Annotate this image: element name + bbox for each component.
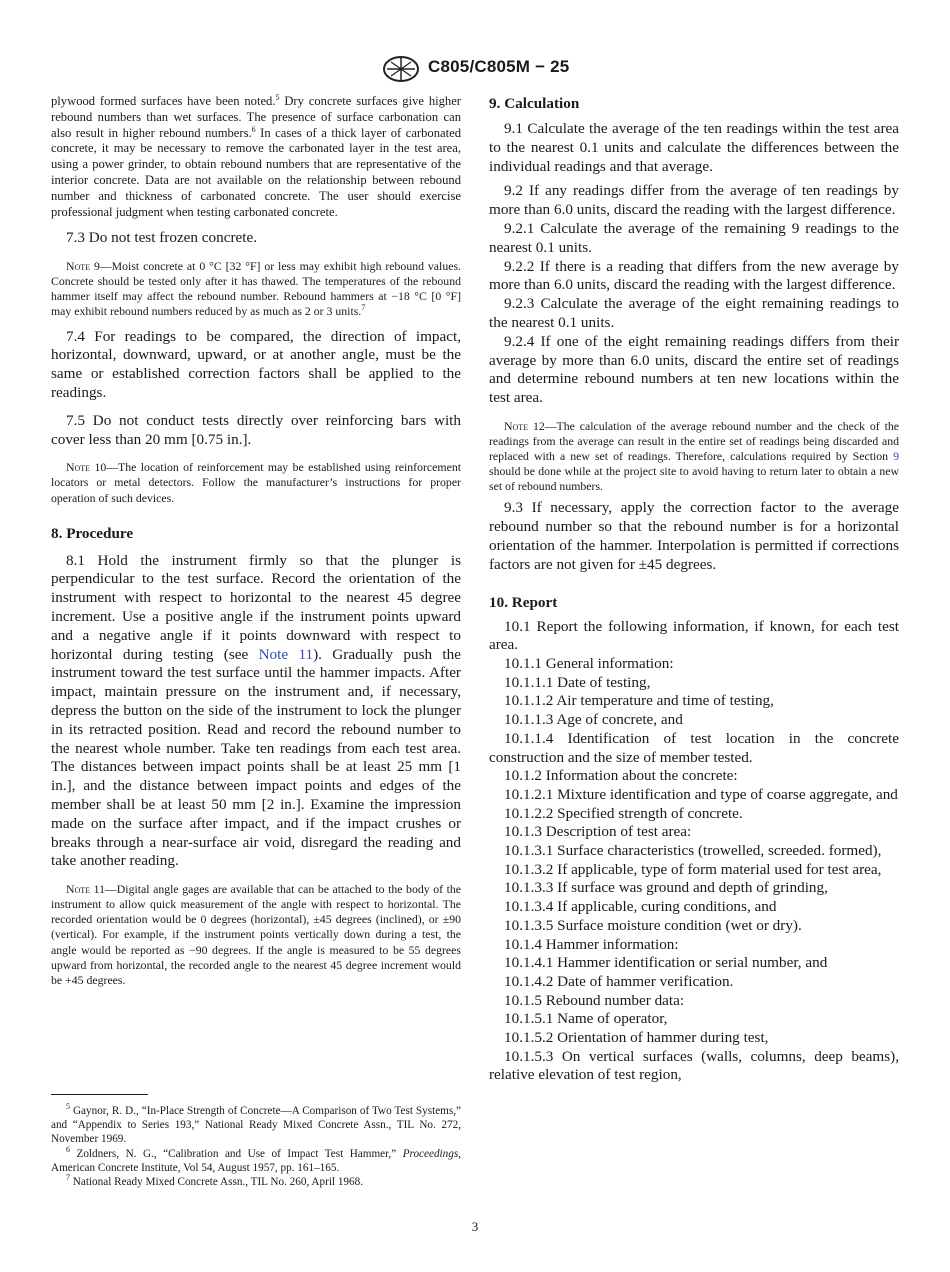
footnotes xyxy=(51,1104,461,1189)
report-item: 10.1.5 Rebound number data: xyxy=(504,991,685,1009)
footnote-ref-6[interactable]: 6 xyxy=(251,124,256,134)
section-9-2-4: 9.2.4 If one of the eight remaining readings differs from their average by more than 6.0 units, discard the entire set of readings and determine rebound numbers at ten new locations within the test area. xyxy=(489,332,899,407)
footnote-7: $^7$ National Ready Mixed Concrete Assn., TIL No. 260, April 1968. xyxy=(66,1173,364,1189)
report-item: 10.1.1.4 Identification of test location in the concrete construction and the size of member tested. xyxy=(489,729,899,766)
section-heading-9: 9. Calculation xyxy=(489,95,580,112)
note-9: Note 9—Moist concrete at 0 °C [32 °F] or less may exhibit high rebound values. Concrete should be tested only after it has thawed. The temperatures of the rebound hammer itself may affect the rebound number. Rebound hammers at −18 °C [0 °F] may exhibit rebound numbers reduced by as much as 2 or 3 units.$^7$ xyxy=(51,259,461,319)
section-9-2-3: 9.2.3 Calculate the average of the eight remaining readings to the nearest 0.1 units. xyxy=(489,295,899,331)
report-item: 10.1.5.2 Orientation of hammer during test, xyxy=(504,1029,769,1047)
report-item: 10.1 Report the following information, if known, for each test area. xyxy=(489,617,899,654)
report-item: 10.1.1.2 Air temperature and time of testing, xyxy=(504,692,774,710)
section-9-2: 9.2 If any readings differ from the average of ten readings by more than 6.0 units, discard the reading with the largest difference. xyxy=(489,182,899,219)
section-7-4: 7.4 For readings to be compared, the direction of impact, horizontal, downward, upward, or at another angle, must be the same or established correction factors shall be applied to the readings. xyxy=(51,327,461,401)
report-item: 10.1.1.3 Age of concrete, and xyxy=(504,711,683,729)
note-label: Note 12 xyxy=(504,418,545,433)
report-item: 10.1.1.1 Date of testing, xyxy=(504,673,651,691)
section-9-3: 9.3 If necessary, apply the correction factor to the average rebound number so that the rebound number is for a horizontal orientation of the hammer. Interpolation is permitted if corrections factors are not given for ±45 degrees. xyxy=(489,499,899,573)
report-item: 10.1.3.4 If applicable, curing conditions, and xyxy=(504,898,777,916)
section-9-1: 9.1 Calculate the average of the ten readings within the test area to the nearest 0.1 units and calculate the differences between the individual readings and that average. xyxy=(489,120,899,175)
footnote-6: $^6$ Zoldners, N. G., “Calibration and Use of Impact Test Hammer,” Proceedings, American Concrete Institute, Vol 54, August 1957, pp. 161–165. xyxy=(51,1144,461,1174)
report-item: 10.1.5.1 Name of operator, xyxy=(504,1010,668,1028)
report-item: 10.1.4.1 Hammer identification or serial number, and xyxy=(504,954,828,972)
astm-logo-icon xyxy=(381,56,421,82)
page-header xyxy=(0,56,950,82)
note-10: Note 10—The location of reinforcement may be established using reinforcement locators or metal detectors. Follow the manufacturer’s instructions for proper operation of such devices. xyxy=(51,460,461,505)
report-item: 10.1.1 General information: xyxy=(504,655,674,673)
report-item: 10.1.3.1 Surface characteristics (trowelled, screeded. formed), xyxy=(504,842,882,860)
footnote-separator xyxy=(51,1094,148,1095)
note-label: Note 9 xyxy=(66,259,100,274)
report-item: 10.1.3.2 If applicable, type of form material used for test area, xyxy=(504,860,882,878)
report-item: 10.1.2.2 Specified strength of concrete. xyxy=(504,804,743,822)
report-item: 10.1.3 Description of test area: xyxy=(504,823,692,841)
page-number: 3 xyxy=(471,1219,479,1234)
section-9-2-1: 9.2.1 Calculate the average of the remaining 9 readings to the nearest 0.1 units. xyxy=(489,219,899,256)
section-7-3: 7.3 Do not test frozen concrete. xyxy=(66,229,258,247)
section-heading-10: 10. Report xyxy=(489,593,558,611)
note-11: Note 11—Digital angle gages are available that can be attached to the body of the instrument to allow quick measurement of the angle with respect to horizontal. The recorded orientation would be 0 degrees (horizontal), ±45 degrees (inclined), or ±90 (vertical). For example, if the instrument points vertically down during a test, the angle would be reported as −90 degrees. If the angle is measured to be 55 degrees upward from horizontal, the recorded angle to the nearest 45 degree increment would be +45 degrees. xyxy=(51,882,461,987)
report-item: 10.1.4.2 Date of hammer verification. xyxy=(504,972,734,990)
report-item: 10.1.5.3 On vertical surfaces (walls, columns, deep beams), relative elevation of test region, xyxy=(489,1047,899,1084)
report-item: 10.1.4 Hammer information: xyxy=(504,935,679,953)
footnote-ref-5[interactable]: 5 xyxy=(275,93,280,102)
report-item: 10.1.3.5 Surface moisture condition (wet or dry). xyxy=(504,916,802,934)
section-9-link[interactable]: 9 xyxy=(893,449,899,464)
note-11-link[interactable]: Note 11 xyxy=(258,645,314,663)
section-7-5: 7.5 Do not conduct tests directly over reinforcing bars with cover less than 20 mm [0.75 in.]. xyxy=(51,411,461,448)
report-item: 10.1.2.1 Mixture identification and type of coarse aggregate, and xyxy=(504,785,898,803)
footnote-ref-7[interactable]: 7 xyxy=(361,303,366,313)
report-item: 10.1.3.3 If surface was ground and depth of grinding, xyxy=(504,879,828,897)
footnote-5: $^5$ Gaynor, R. D., “In-Place Strength of Concrete—A Comparison of Two Test Systems,” and “Appendix to Series 193,” National Ready Mixed Concrete Assn., TIL No. 272, November 1969. xyxy=(51,1102,461,1146)
report-item: 10.1.2 Information about the concrete: xyxy=(504,767,738,785)
section-9-2-2: 9.2.2 If there is a reading that differs from the new average by more than 6.0 units, discard the reading with the largest difference. xyxy=(489,257,899,294)
continued-paragraph: plywood formed surfaces have been noted.$^5$ Dry concrete surfaces give higher rebound numbers than wet surfaces. The presence of surface carbonation can also result in higher rebound numbers.$^6$ In cases of a thick layer of carbonated concrete, it may be necessary to remove the carbonated layer in the test area, using a power grinder, to obtain rebound numbers that are representative of the interior concrete. Data are not available on the relationship between rebound number and thickness of carbonated concrete. The user should exercise professional judgment when testing carbonated concrete. xyxy=(51,93,461,219)
section-8-1: 8.1 Hold the instrument firmly so that the plunger is perpendicular to the test surface. Record the orientation of the instrument with respect to horizontal to the nearest 45 degree increment. Use a positive angle if the instrument points upward and a negative angle if it points downward with respect to horizontal during testing (see Note 11). Gradually push the instrument toward the test surface until the hammer impacts. After impact, maintain pressure on the instrument and, if necessary, depress the button on the side of the instrument to lock the plunger in its retracted position. Read and record the rebound number to the nearest whole number. Take ten readings from each test area. The distances between impact points shall be at least 25 mm [1 in.], and the distance between impact points and edges of the member shall be at least 50 mm [2 in.]. Examine the impression made on the surface after impact, and if the impact crushes or breaks through a near-surface air void, disregard the reading and take another reading. xyxy=(51,551,461,870)
note-label: Note 11 xyxy=(66,882,105,897)
note-12: Note 12—The calculation of the average rebound number and the check of the readings from the average can result in the entire set of readings being discarded and replaced with a new set of readings. Therefore, calculations required by Section 9 should be done while at the project site to avoid having to return later to obtain a new set of rebound numbers. xyxy=(489,418,899,494)
section-heading-8: 8. Procedure xyxy=(51,524,134,542)
note-label: Note 10 xyxy=(66,460,107,475)
standard-designation: C805/C805M − 25 xyxy=(428,57,570,76)
right-column xyxy=(489,94,899,1085)
report-items-list xyxy=(489,618,899,1086)
left-column xyxy=(51,94,461,988)
